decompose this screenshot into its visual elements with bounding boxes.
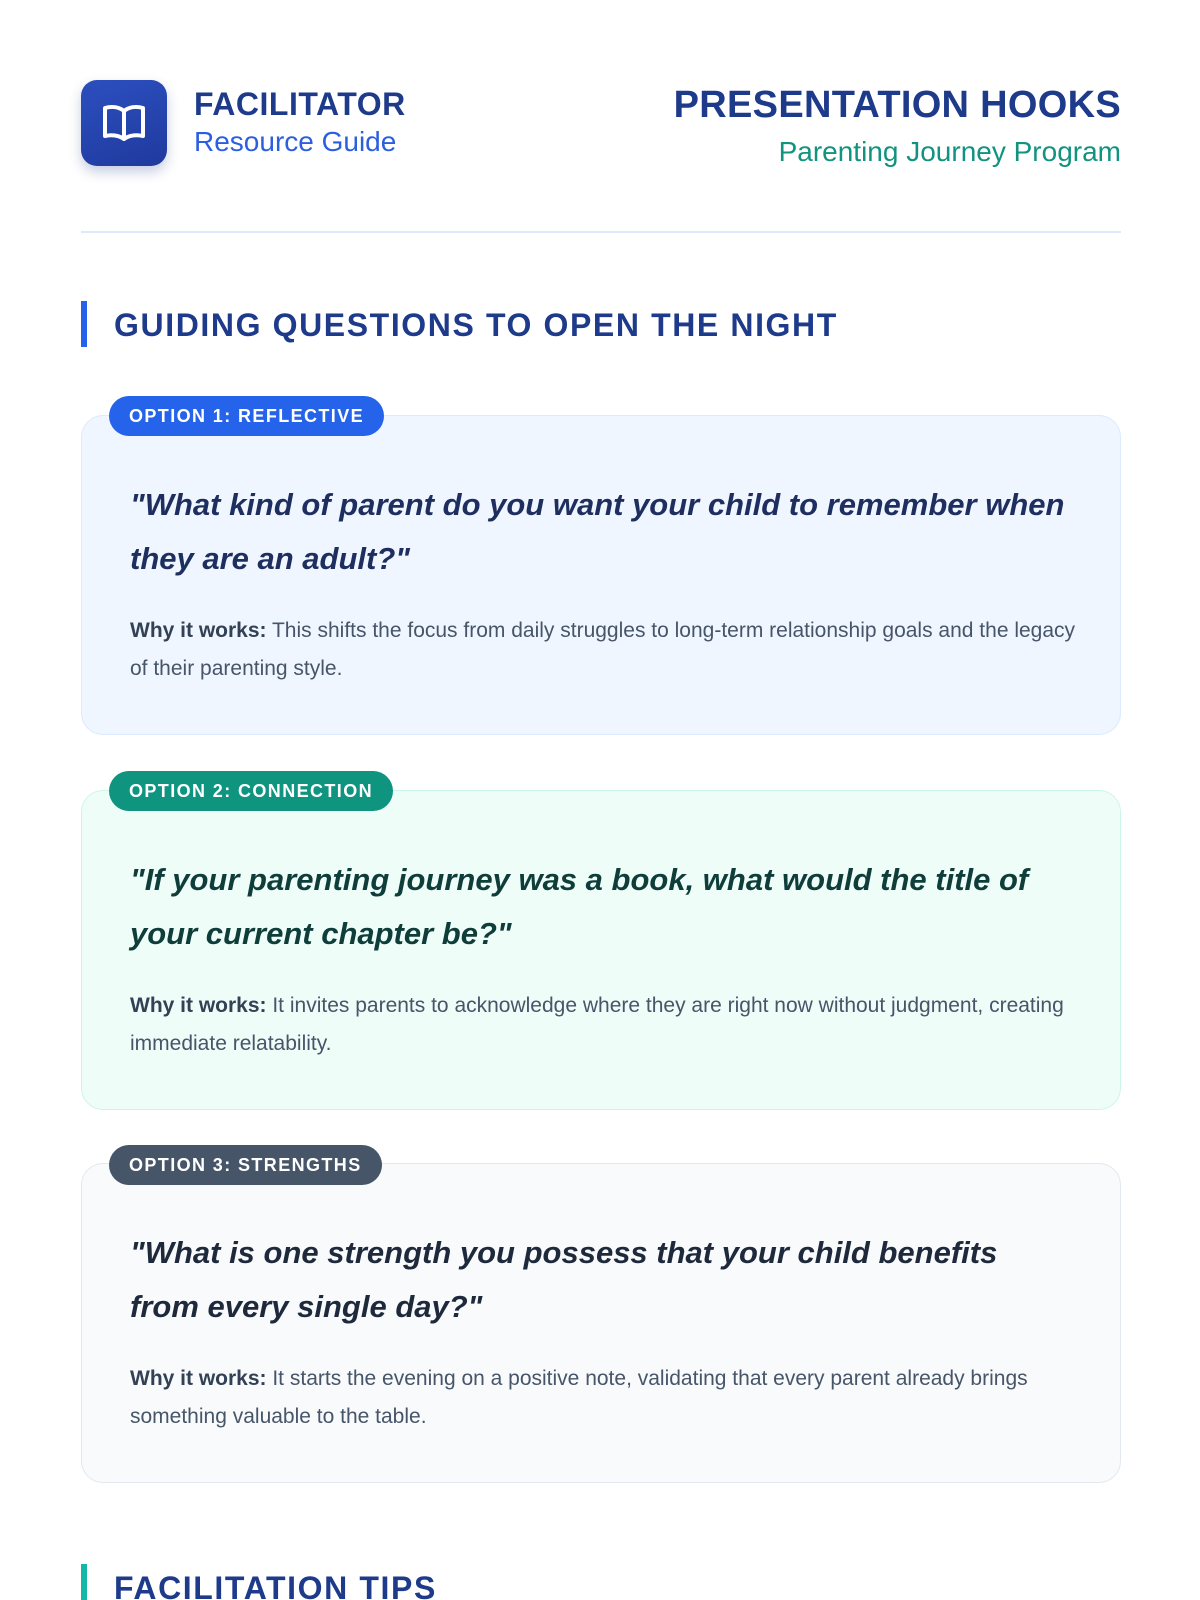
section-accent-bar xyxy=(81,301,87,347)
document-title: PRESENTATION HOOKS xyxy=(673,84,1121,126)
why-it-works xyxy=(130,987,1080,1063)
why-text: This shifts the focus from daily struggles to long-term relationship goals and the legacy of their parenting style. xyxy=(130,619,1076,680)
why-label: Why it works: xyxy=(130,1367,267,1390)
why-it-works xyxy=(130,1360,1080,1436)
question-quote: "What kind of parent do you want your child to remember when they are an adult?" xyxy=(130,487,1065,576)
section-heading-facilitation-tips xyxy=(81,1564,1121,1600)
question-quote: "If your parenting journey was a book, what would the title of your current chapter be?" xyxy=(130,862,1029,951)
header-divider xyxy=(81,231,1121,233)
section-heading-guiding-questions xyxy=(81,301,1121,347)
page-header xyxy=(81,80,1121,170)
section-title: GUIDING QUESTIONS TO OPEN THE NIGHT xyxy=(114,307,838,343)
logo xyxy=(81,80,167,166)
option-badge: OPTION 1: REFLECTIVE xyxy=(109,396,384,436)
option-badge: OPTION 3: STRENGTHS xyxy=(109,1145,382,1185)
brand-subtitle: Resource Guide xyxy=(194,126,397,157)
why-text: It starts the evening on a positive note, validating that every parent already brings something valuable to the table. xyxy=(130,1367,1028,1428)
why-label: Why it works: xyxy=(130,619,267,642)
document-subtitle: Parenting Journey Program xyxy=(778,136,1121,167)
why-label: Why it works: xyxy=(130,994,267,1017)
option-card-connection xyxy=(81,790,1121,1110)
section-title: FACILITATION TIPS xyxy=(114,1570,437,1600)
open-book-icon xyxy=(100,99,148,147)
why-it-works xyxy=(130,612,1080,688)
option-card-strengths xyxy=(81,1163,1121,1483)
section-accent-bar xyxy=(81,1564,87,1600)
brand-title: FACILITATOR xyxy=(194,86,406,122)
option-badge: OPTION 2: CONNECTION xyxy=(109,771,393,811)
option-card-reflective xyxy=(81,415,1121,735)
why-text: It invites parents to acknowledge where they are right now without judgment, creating immediate relatability. xyxy=(130,994,1064,1055)
question-quote: "What is one strength you possess that your child benefits from every single day?" xyxy=(130,1235,998,1324)
